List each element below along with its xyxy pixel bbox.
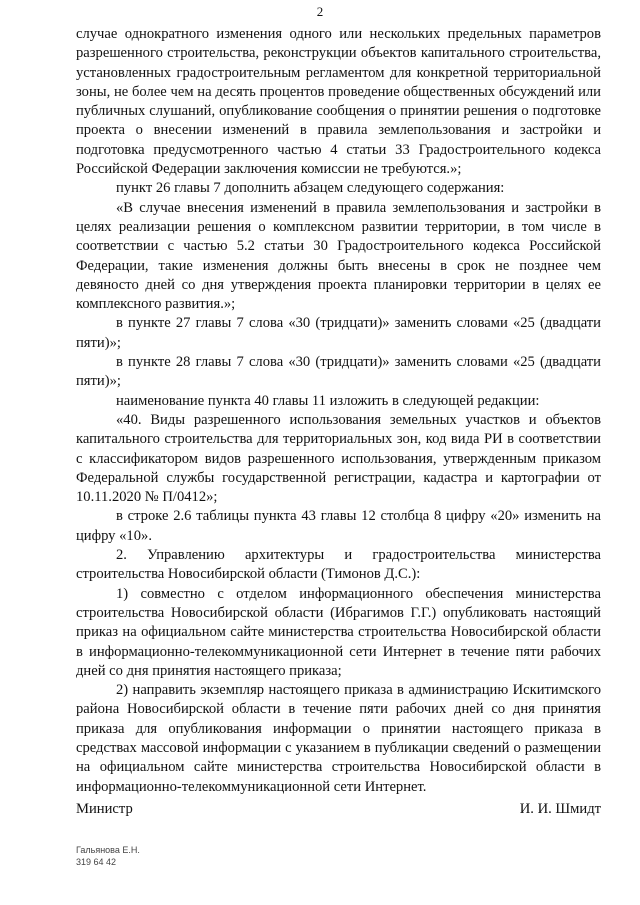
executor-name: Гальянова Е.Н.	[76, 845, 140, 855]
executor-phone: 319 64 42	[76, 857, 117, 867]
paragraph: 2. Управлению архитектуры и градостроительства министерства строительства Новосибирской области (Тимонов Д.С.):	[76, 547, 601, 583]
paragraph: 2) направить экземпляр настоящего приказа в администрацию Искитимского района Новосибирской области в течение пяти рабочих дней со дня принятия приказа для опубликования информации о принятии настоящего приказа в средствах массовой информации с указанием в публикации сведений о размещении на официальном сайте министерства строительства Новосибирской области в информационно-телекоммуникационной сети Интернет.	[76, 682, 601, 795]
paragraph: в строке 2.6 таблицы пункта 43 главы 12 столбца 8 цифру «20» изменить на цифру «10».	[76, 508, 601, 544]
paragraph: в пункте 28 главы 7 слова «30 (тридцати)» заменить словами «25 (двадцати пяти)»;	[76, 354, 601, 390]
paragraph: в пункте 27 главы 7 слова «30 (тридцати)» заменить словами «25 (двадцати пяти)»;	[76, 315, 601, 351]
executor-info	[76, 844, 140, 868]
paragraph: 1) совместно с отделом информационного обеспечения министерства строительства Новосибирской области (Ибрагимов Г.Г.) опубликовать настоящий приказ на официальном сайте министерства строительства Новосибирской области в информационно-телекоммуникационной сети Интернет в течение пяти рабочих дней со дня принятия настоящего приказа;	[76, 585, 601, 679]
page-number: 2	[316, 4, 324, 19]
signatory-name: И. И. Шмидт	[519, 801, 601, 817]
paragraph: случае однократного изменения одного или нескольких предельных параметров разрешенного строительства, реконструкции объектов капитального строительства, установленных градостроительным регламентом для конкретной территориальной зоны, не более чем на десять процентов проведение общественных обсуждений или публичных слушаний, опубликование сообщения о принятии решения о подготовке проекта о внесении изменений в правила землепользования и застройки и подготовка предусмотренного частью 4 статьи 33 Градостроительного кодекса Российской Федерации заключения комиссии не требуются.»;	[76, 26, 601, 178]
paragraph: наименование пункта 40 главы 11 изложить в следующей редакции:	[116, 392, 540, 409]
paragraph: «40. Виды разрешенного использования земельных участков и объектов капитального строительства для территориальных зон, код вида РИ в соответствии с классификатором видов разрешенного использования, утвержденным приказом Федеральной службы государственной регистрации, кадастра и картографии от 10.11.2020 № П/0412»;	[76, 411, 601, 506]
paragraph: «В случае внесения изменений в правила землепользования и застройки в целях реализации решения о комплексном развитии территории, в том числе в соответствии с частью 5.2 статьи 30 Градостроительного кодекса Российской Федерации, такие изменения должны быть внесены в срок не позднее чем девяносто дней со дня утверждения проекта планировки территории в целях ее комплексного развития.»;	[76, 199, 601, 313]
document-body	[76, 25, 601, 797]
signatory-position: Министр	[76, 801, 133, 817]
paragraph: пункт 26 главы 7 дополнить абзацем следующего содержания:	[116, 180, 505, 197]
